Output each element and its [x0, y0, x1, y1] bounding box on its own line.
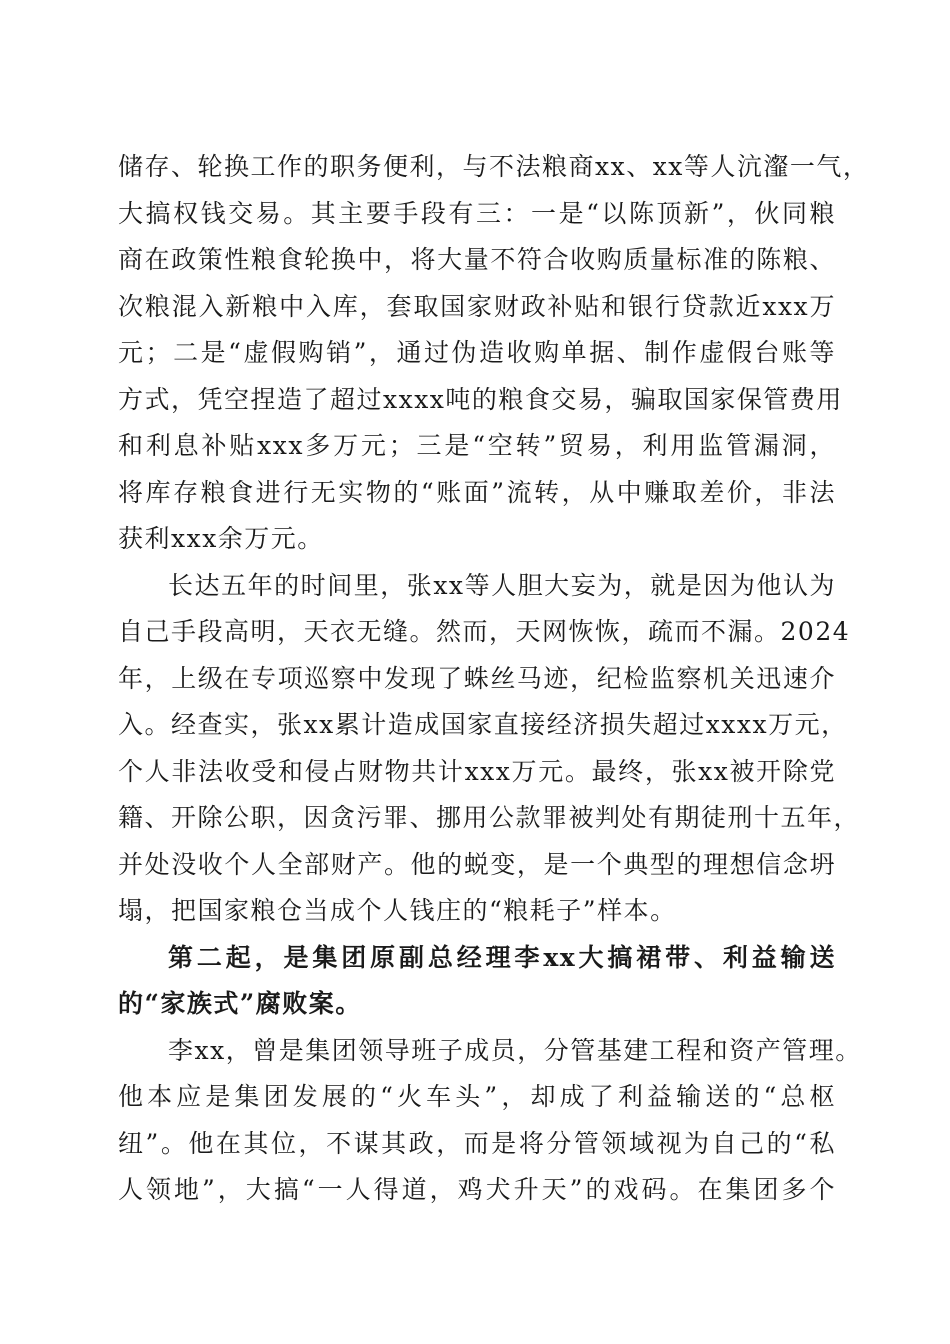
text-line: 商在政策性粮食轮换中，将大量不符合收购质量标准的陈粮、: [118, 245, 836, 274]
text-line: 长达五年的时间里，张xx等人胆大妄为，就是因为他认为: [168, 570, 836, 600]
text-line: 次粮混入新粮中入库，套取国家财政补贴和银行贷款近xxx万: [118, 291, 836, 321]
text-line: 入。经查实，张xx累计造成国家直接经济损失超过xxxx万元，: [118, 710, 848, 739]
paragraph-li-background: [118, 1028, 862, 1214]
text-line: 年，上级在专项巡察中发现了蛛丝马迹，纪检监察机关迅速介: [118, 663, 836, 693]
heading-line: 第二起，是集团原副总经理李xx大搞裙带、利益输送: [168, 942, 836, 972]
text-line: 并处没收个人全部财产。他的蜕变，是一个典型的理想信念坍: [118, 849, 836, 879]
text-line: 纽”。他在其位，不谋其政，而是将分管领域视为自己的“私: [118, 1128, 836, 1158]
text-line: 大搞权钱交易。其主要手段有三：一是“以陈顶新”，伙同粮: [118, 198, 836, 228]
text-line: 储存、轮换工作的职务便利，与不法粮商xx、xx等人沆瀣一气，: [118, 152, 870, 181]
paragraph-case-outcome: [118, 563, 861, 935]
text-line: 他本应是集团发展的“火车头”，却成了利益输送的“总枢: [118, 1082, 836, 1111]
text-line: 李xx，曾是集团领导班子成员，分管基建工程和资产管理。: [168, 1035, 862, 1065]
text-line: 获利xxx余万元。: [118, 524, 324, 553]
text-line: 和利息补贴xxx多万元；三是“空转”贸易，利用监管漏洞，: [118, 431, 836, 460]
text-line: 方式，凭空捏造了超过xxxx吨的粮食交易，骗取国家保管费用: [118, 384, 843, 414]
text-line: 元；二是“虚假购销”，通过伪造收购单据、制作虚假台账等: [118, 338, 836, 367]
text-line: 个人非法收受和侵占财物共计xxx万元。最终，张xx被开除党: [118, 756, 836, 786]
heading-line: 的“家族式”腐败案。: [118, 989, 362, 1018]
document-body: [118, 144, 870, 1214]
paragraph-grain-fraud-methods: [118, 144, 870, 563]
text-line: 自己手段高明，天衣无缝。然而，天网恢恢，疏而不漏。2024: [118, 617, 851, 646]
section-heading-second-case: [118, 935, 836, 1028]
text-line: 籍、开除公职，因贪污罪、挪用公款罪被判处有期徒刑十五年，: [118, 803, 861, 832]
text-line: 人领地”，大搞“一人得道，鸡犬升天”的戏码。在集团多个: [118, 1175, 836, 1204]
text-line: 将库存粮食进行无实物的“账面”流转，从中赚取差价，非法: [118, 477, 836, 507]
text-line: 塌，把国家粮仓当成个人钱庄的“粮耗子”样本。: [118, 896, 677, 925]
